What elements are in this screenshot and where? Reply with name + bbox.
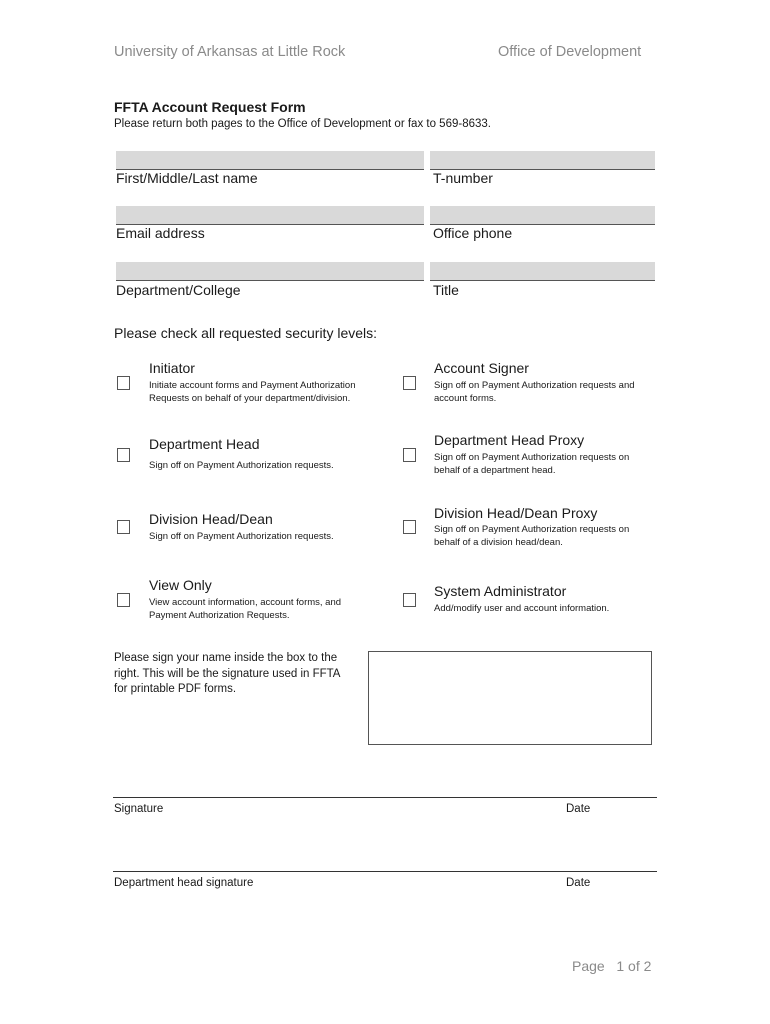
system-administrator-title: System Administrator [434,583,567,599]
department-label: Department/College [116,282,241,298]
title-input[interactable] [430,262,655,281]
date-label: Date [566,803,591,815]
organization-name: University of Arkansas at Little Rock [114,44,346,60]
division-head-proxy-desc: Sign off on Payment Authorization requests on behalf of a division head/dean. [434,524,630,548]
signature-box[interactable] [368,651,652,745]
signature-line[interactable] [113,797,657,798]
office-phone-label: Office phone [433,225,513,241]
view-only-desc: View account information, account forms, and Payment Authorization Requests. [149,597,342,621]
name-label: First/Middle/Last name [116,170,258,186]
initiator-title: Initiator [149,360,195,376]
department-head-proxy-checkbox[interactable] [403,448,416,462]
department-head-proxy-desc: Sign off on Payment Authorization requests on behalf of a department head. [434,452,630,476]
department-input[interactable] [116,262,424,281]
account-signer-title: Account Signer [434,360,529,376]
department-head-desc: Sign off on Payment Authorization requests. [149,460,334,471]
name-input[interactable] [116,151,424,170]
division-head-desc: Sign off on Payment Authorization requests. [149,531,334,542]
department-head-title: Department Head [149,436,260,452]
signature-instructions: Please sign your name inside the box to the right. This will be the signature used in FFTA for printable PDF forms. [114,652,341,695]
title-label: Title [433,282,459,298]
department-head-signature-line[interactable] [113,871,657,872]
date-label-2: Date [566,877,591,889]
tnumber-label: T-number [433,170,493,186]
division-head-proxy-title: Division Head/Dean Proxy [434,505,598,521]
form-instructions: Please return both pages to the Office of Development or fax to 569-8633. [114,118,491,130]
email-label: Email address [116,225,205,241]
department-head-checkbox[interactable] [117,448,130,462]
view-only-title: View Only [149,577,212,593]
office-phone-input[interactable] [430,206,655,225]
division-head-checkbox[interactable] [117,520,130,534]
division-head-title: Division Head/Dean [149,511,273,527]
division-head-proxy-checkbox[interactable] [403,520,416,534]
initiator-desc: Initiate account forms and Payment Authorization Requests on behalf of your department/division. [149,380,356,404]
form-title: FFTA Account Request Form [114,99,306,115]
account-signer-checkbox[interactable] [403,376,416,390]
tnumber-input[interactable] [430,151,655,170]
office-name: Office of Development [498,44,642,60]
system-administrator-desc: Add/modify user and account information. [434,603,610,614]
department-head-signature-label: Department head signature [114,877,254,889]
department-head-proxy-title: Department Head Proxy [434,432,585,448]
security-prompt: Please check all requested security levels: [114,325,378,341]
view-only-checkbox[interactable] [117,593,130,607]
email-input[interactable] [116,206,424,225]
page-number: Page 1 of 2 [572,958,652,974]
initiator-checkbox[interactable] [117,376,130,390]
system-administrator-checkbox[interactable] [403,593,416,607]
signature-label: Signature [114,803,164,815]
account-signer-desc: Sign off on Payment Authorization requests and account forms. [434,380,635,404]
